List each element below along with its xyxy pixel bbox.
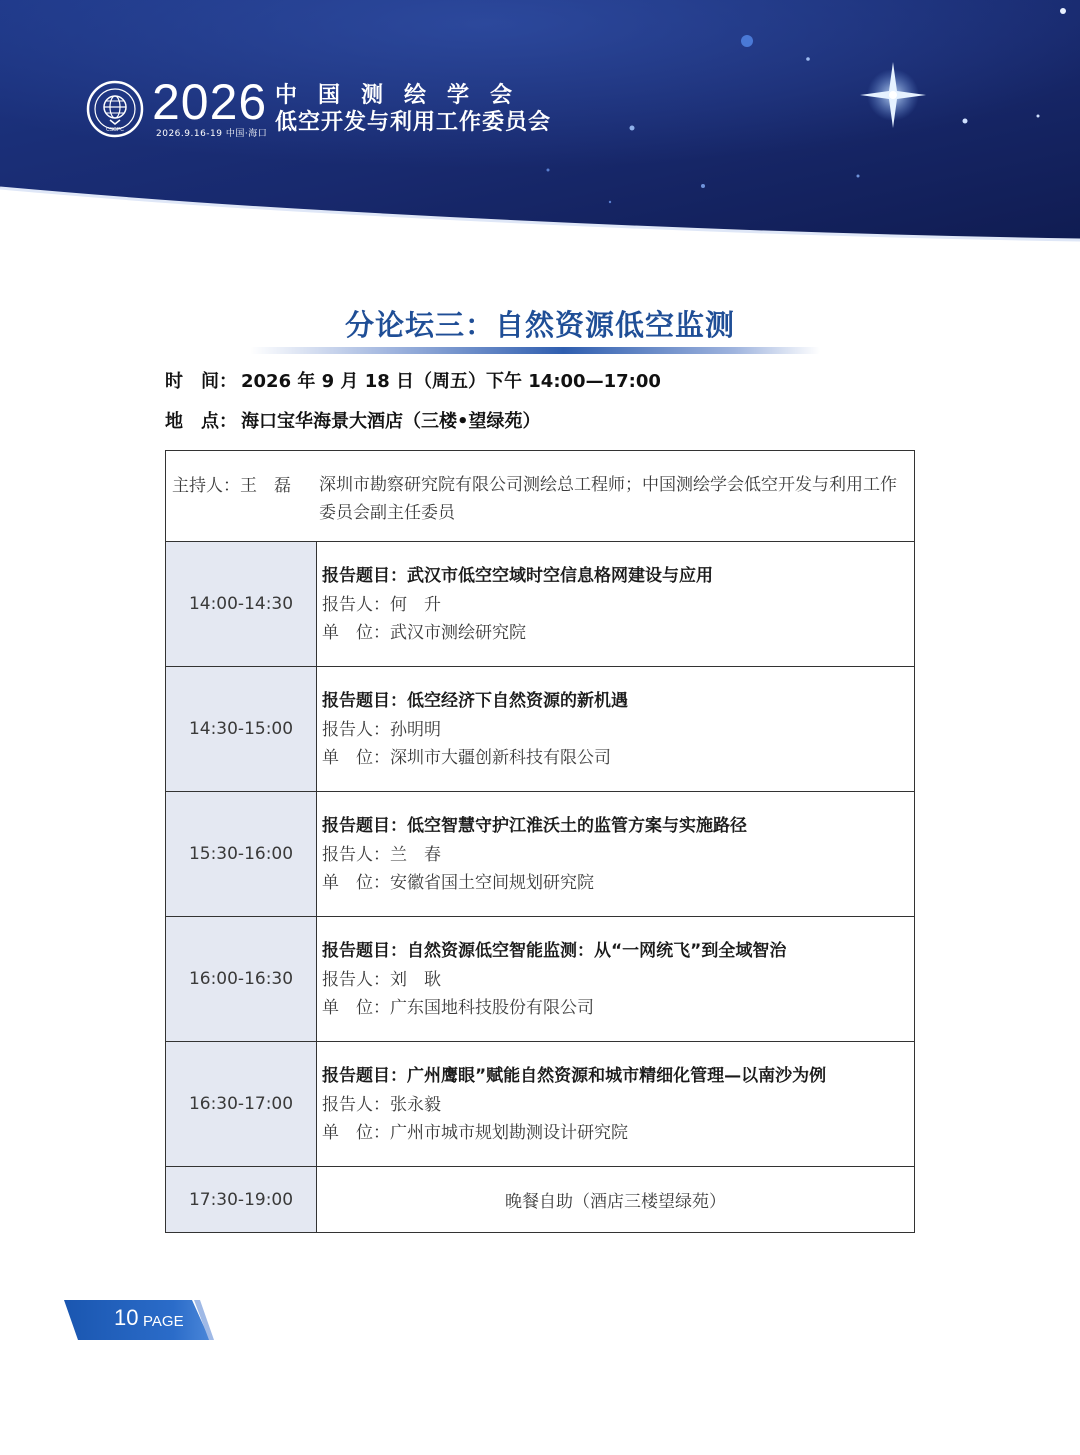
talk-title: 报告题目：自然资源低空智能监测：从“一网统飞”到全域智治	[322, 941, 787, 961]
page-number: 10	[114, 1305, 139, 1330]
talk-unit: 单 位：安徽省国土空间规划研究院	[322, 873, 594, 893]
schedule-table	[165, 450, 915, 1233]
title-underline	[250, 347, 820, 354]
time-slot: 15:30-16:00	[166, 792, 317, 916]
host-row	[166, 451, 914, 542]
table-row	[166, 792, 914, 917]
talk-details	[317, 667, 914, 791]
time-slot: 14:00-14:30	[166, 542, 317, 666]
org-name-line1: 中国测绘学会	[275, 83, 534, 108]
table-row	[166, 542, 914, 667]
event-date-place: 2026.9.16-19 中国·海口	[156, 129, 268, 139]
society-logo-icon	[86, 80, 144, 138]
time-slot: 17:30-19:00	[166, 1167, 317, 1232]
table-row	[166, 667, 914, 792]
time-slot: 16:00-16:30	[166, 917, 317, 1041]
time-slot: 14:30-15:00	[166, 667, 317, 791]
talk-speaker: 报告人：兰 春	[322, 844, 441, 865]
talk-title: 报告题目：武汉市低空空域时空信息格网建设与应用	[322, 566, 713, 586]
talk-details	[317, 917, 914, 1041]
time-info	[165, 367, 661, 393]
host-description: 深圳市勘察研究院有限公司测绘总工程师；中国测绘学会低空开发与利用工作委员会副主任委员	[319, 475, 897, 523]
talk-details	[317, 542, 914, 666]
page-word: PAGE	[143, 1313, 184, 1330]
talk-speaker: 报告人：孙明明	[322, 719, 441, 740]
time-value: 2026 年 9 月 18 日（周五）下午 14:00—17:00	[241, 371, 661, 392]
place-label: 地 点：	[165, 411, 237, 432]
dinner-row	[166, 1167, 914, 1232]
talk-unit: 单 位：广州市城市规划勘测设计研究院	[322, 1123, 628, 1143]
talk-title: 报告题目：低空经济下自然资源的新机遇	[322, 691, 628, 711]
place-value: 海口宝华海景大酒店（三楼•望绿苑）	[241, 411, 541, 432]
table-row	[166, 917, 914, 1042]
talk-speaker: 报告人：刘 耿	[322, 969, 441, 990]
talk-unit: 单 位：武汉市测绘研究院	[322, 623, 526, 643]
talk-details	[317, 1042, 914, 1166]
talk-title: 报告题目：广州鹰眼”赋能自然资源和城市精细化管理—以南沙为例	[322, 1066, 827, 1086]
svg-text:CSGPC: CSGPC	[106, 127, 124, 133]
time-label: 时 间：	[165, 371, 237, 392]
talk-unit: 单 位：深圳市大疆创新科技有限公司	[322, 748, 611, 768]
page-number-tag	[64, 1300, 214, 1340]
time-slot: 16:30-17:00	[166, 1042, 317, 1166]
talk-speaker: 报告人：何 升	[322, 594, 441, 615]
talk-unit: 单 位：广东国地科技股份有限公司	[322, 998, 594, 1018]
table-row	[166, 1042, 914, 1167]
org-name-line2: 低空开发与利用工作委员会	[275, 110, 552, 135]
place-info	[165, 407, 541, 433]
page-title: 分论坛三：自然资源低空监测	[344, 308, 735, 342]
host-label: 主持人：王 磊	[172, 476, 291, 496]
talk-details	[317, 792, 914, 916]
dinner-text: 晚餐自助（酒店三楼望绿苑）	[505, 1192, 726, 1212]
talk-speaker: 报告人：张永毅	[322, 1094, 441, 1115]
talk-title: 报告题目：低空智慧守护江淮沃土的监管方案与实施路径	[322, 816, 747, 836]
event-year: 2026	[152, 74, 268, 130]
